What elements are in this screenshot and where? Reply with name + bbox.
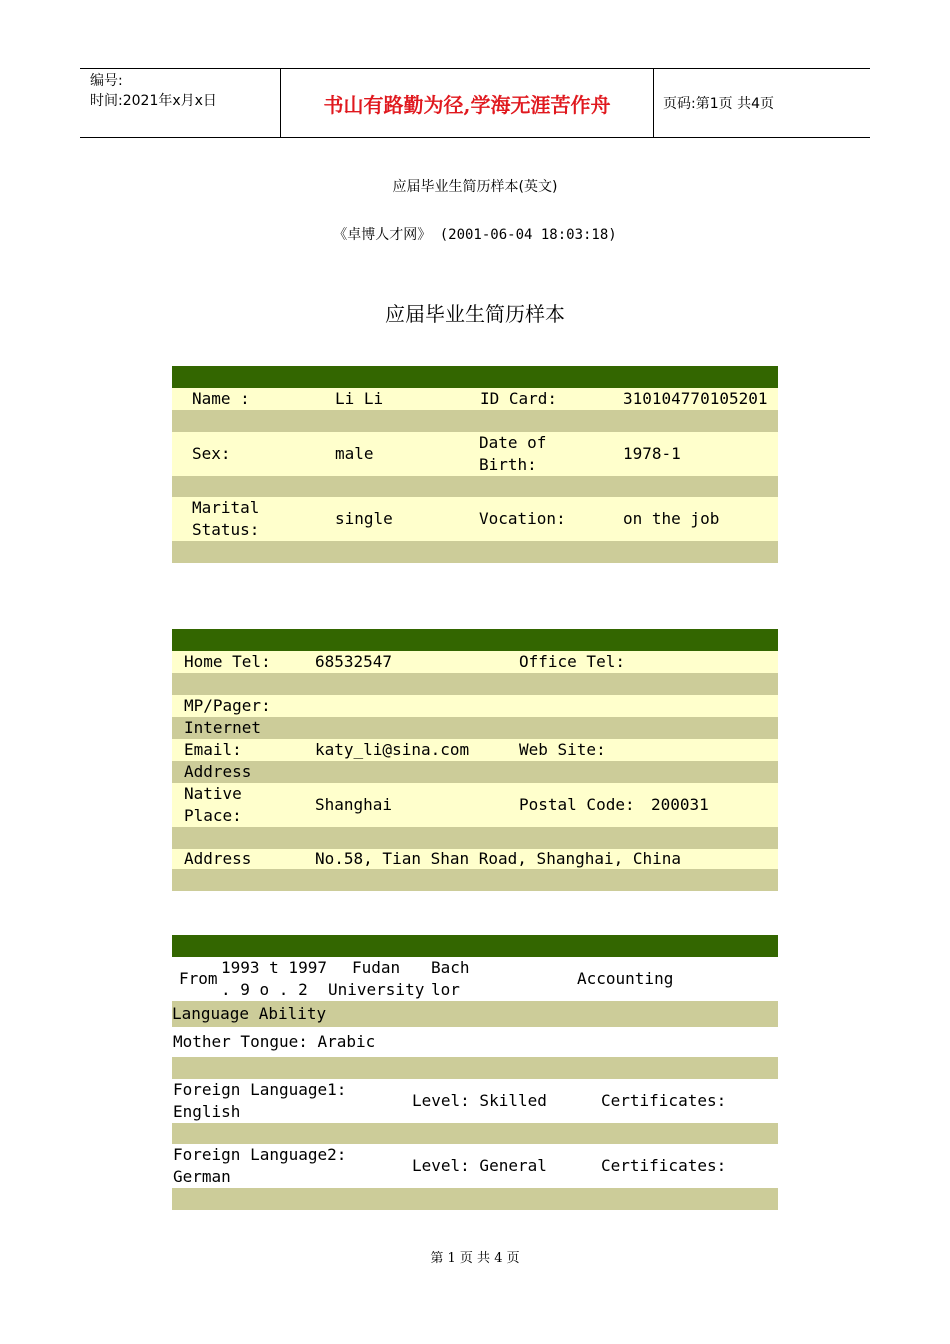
postal-label: Postal Code: bbox=[519, 795, 635, 814]
address-value: No.58, Tian Shan Road, Shanghai, China bbox=[315, 849, 682, 868]
foreign-language-1-certificates: Certificates: bbox=[601, 1091, 727, 1110]
mp-label: MP/Pager: bbox=[184, 696, 271, 715]
table-spacer-row bbox=[172, 869, 778, 891]
table-spacer-row bbox=[172, 541, 778, 563]
header-left bbox=[80, 69, 281, 137]
foreign-language-1-level: Level: Skilled bbox=[412, 1091, 547, 1110]
dob-value: 1978-1 bbox=[623, 444, 681, 463]
postal-value: 200031 bbox=[651, 795, 709, 814]
main-title: 应届毕业生简历样本 bbox=[385, 302, 565, 326]
table-row bbox=[172, 651, 778, 673]
education-row bbox=[172, 957, 778, 1001]
page-footer: 第 1 页 共 4 页 bbox=[430, 1251, 520, 1266]
table-row bbox=[172, 783, 778, 827]
foreign-language-1: Foreign Language1: English bbox=[173, 1080, 347, 1121]
personal-info-table bbox=[172, 366, 778, 563]
sex-value: male bbox=[335, 444, 374, 463]
name-label: Name : bbox=[192, 389, 250, 408]
table-spacer-row bbox=[172, 673, 778, 695]
table-row bbox=[172, 497, 778, 541]
table-spacer-row bbox=[172, 827, 778, 849]
doc-title: 应届毕业生简历样本(英文) bbox=[392, 179, 558, 195]
table-spacer-row bbox=[172, 1188, 778, 1210]
table-header-bar bbox=[172, 366, 778, 388]
table-row bbox=[172, 695, 778, 717]
email-value: katy_li@sina.com bbox=[315, 740, 470, 759]
table-row bbox=[172, 1079, 778, 1123]
table-row bbox=[172, 717, 778, 739]
years-line-1: 1993 t 1997 bbox=[221, 958, 327, 977]
home-tel-label: Home Tel: bbox=[184, 652, 271, 671]
language-header-row bbox=[172, 1001, 778, 1027]
email-label: Email: bbox=[184, 740, 242, 759]
table-row bbox=[172, 1027, 778, 1057]
source-line: 《卓博人才网》 (2001-06-04 18:03:18) bbox=[333, 227, 617, 243]
vocation-label: Vocation: bbox=[479, 509, 566, 528]
table-row bbox=[172, 388, 778, 410]
education-table bbox=[172, 935, 778, 1210]
years-line-2: . 9 o . 2 bbox=[221, 980, 308, 999]
school-line-1: Fudan bbox=[352, 958, 401, 977]
table-spacer-row bbox=[172, 410, 778, 432]
header-page-label: 页码:第1页 共4页 bbox=[663, 96, 774, 112]
dob-label: Date of Birth: bbox=[479, 433, 547, 474]
contact-table bbox=[172, 629, 778, 891]
header-motto: 书山有路勤为径,学海无涯苦作舟 bbox=[281, 69, 654, 137]
table-row bbox=[172, 739, 778, 761]
table-header-bar bbox=[172, 935, 778, 957]
school-line-2: University bbox=[328, 980, 425, 999]
foreign-language-2: Foreign Language2: German bbox=[173, 1145, 347, 1186]
sex-label: Sex: bbox=[192, 444, 231, 463]
from-label: From bbox=[179, 969, 218, 988]
table-header-bar bbox=[172, 629, 778, 651]
table-row bbox=[172, 761, 778, 783]
id-value: 310104770105201 bbox=[623, 389, 768, 408]
address-label-1: Address bbox=[184, 762, 252, 781]
table-row bbox=[172, 849, 778, 869]
home-tel-value: 68532547 bbox=[315, 652, 393, 671]
table-row bbox=[172, 432, 778, 476]
date-label: 时间:2021年x月x日 bbox=[90, 93, 217, 109]
language-ability-heading: Language Ability bbox=[172, 1004, 327, 1023]
native-value: Shanghai bbox=[315, 795, 393, 814]
id-label: ID Card: bbox=[480, 389, 558, 408]
number-label: 编号: bbox=[90, 73, 123, 89]
mother-tongue: Mother Tongue: Arabic bbox=[173, 1032, 376, 1051]
foreign-language-2-level: Level: General bbox=[412, 1156, 547, 1175]
native-label: Native Place: bbox=[184, 784, 242, 825]
marital-value: single bbox=[335, 509, 393, 528]
marital-label: Marital Status: bbox=[192, 498, 260, 539]
degree-line-1: Bach bbox=[431, 958, 470, 977]
vocation-value: on the job bbox=[623, 509, 720, 528]
major-value: Accounting bbox=[577, 969, 674, 988]
internet-label: Internet bbox=[184, 718, 262, 737]
website-label: Web Site: bbox=[519, 740, 606, 759]
page-header bbox=[80, 68, 870, 138]
table-spacer-row bbox=[172, 1057, 778, 1079]
address-label-2: Address bbox=[184, 849, 252, 868]
foreign-language-2-certificates: Certificates: bbox=[601, 1156, 727, 1175]
table-spacer-row bbox=[172, 476, 778, 497]
office-tel-label: Office Tel: bbox=[519, 652, 625, 671]
degree-line-2: lor bbox=[431, 980, 460, 999]
table-row bbox=[172, 1144, 778, 1188]
table-spacer-row bbox=[172, 1123, 778, 1144]
name-value: Li Li bbox=[335, 389, 384, 408]
